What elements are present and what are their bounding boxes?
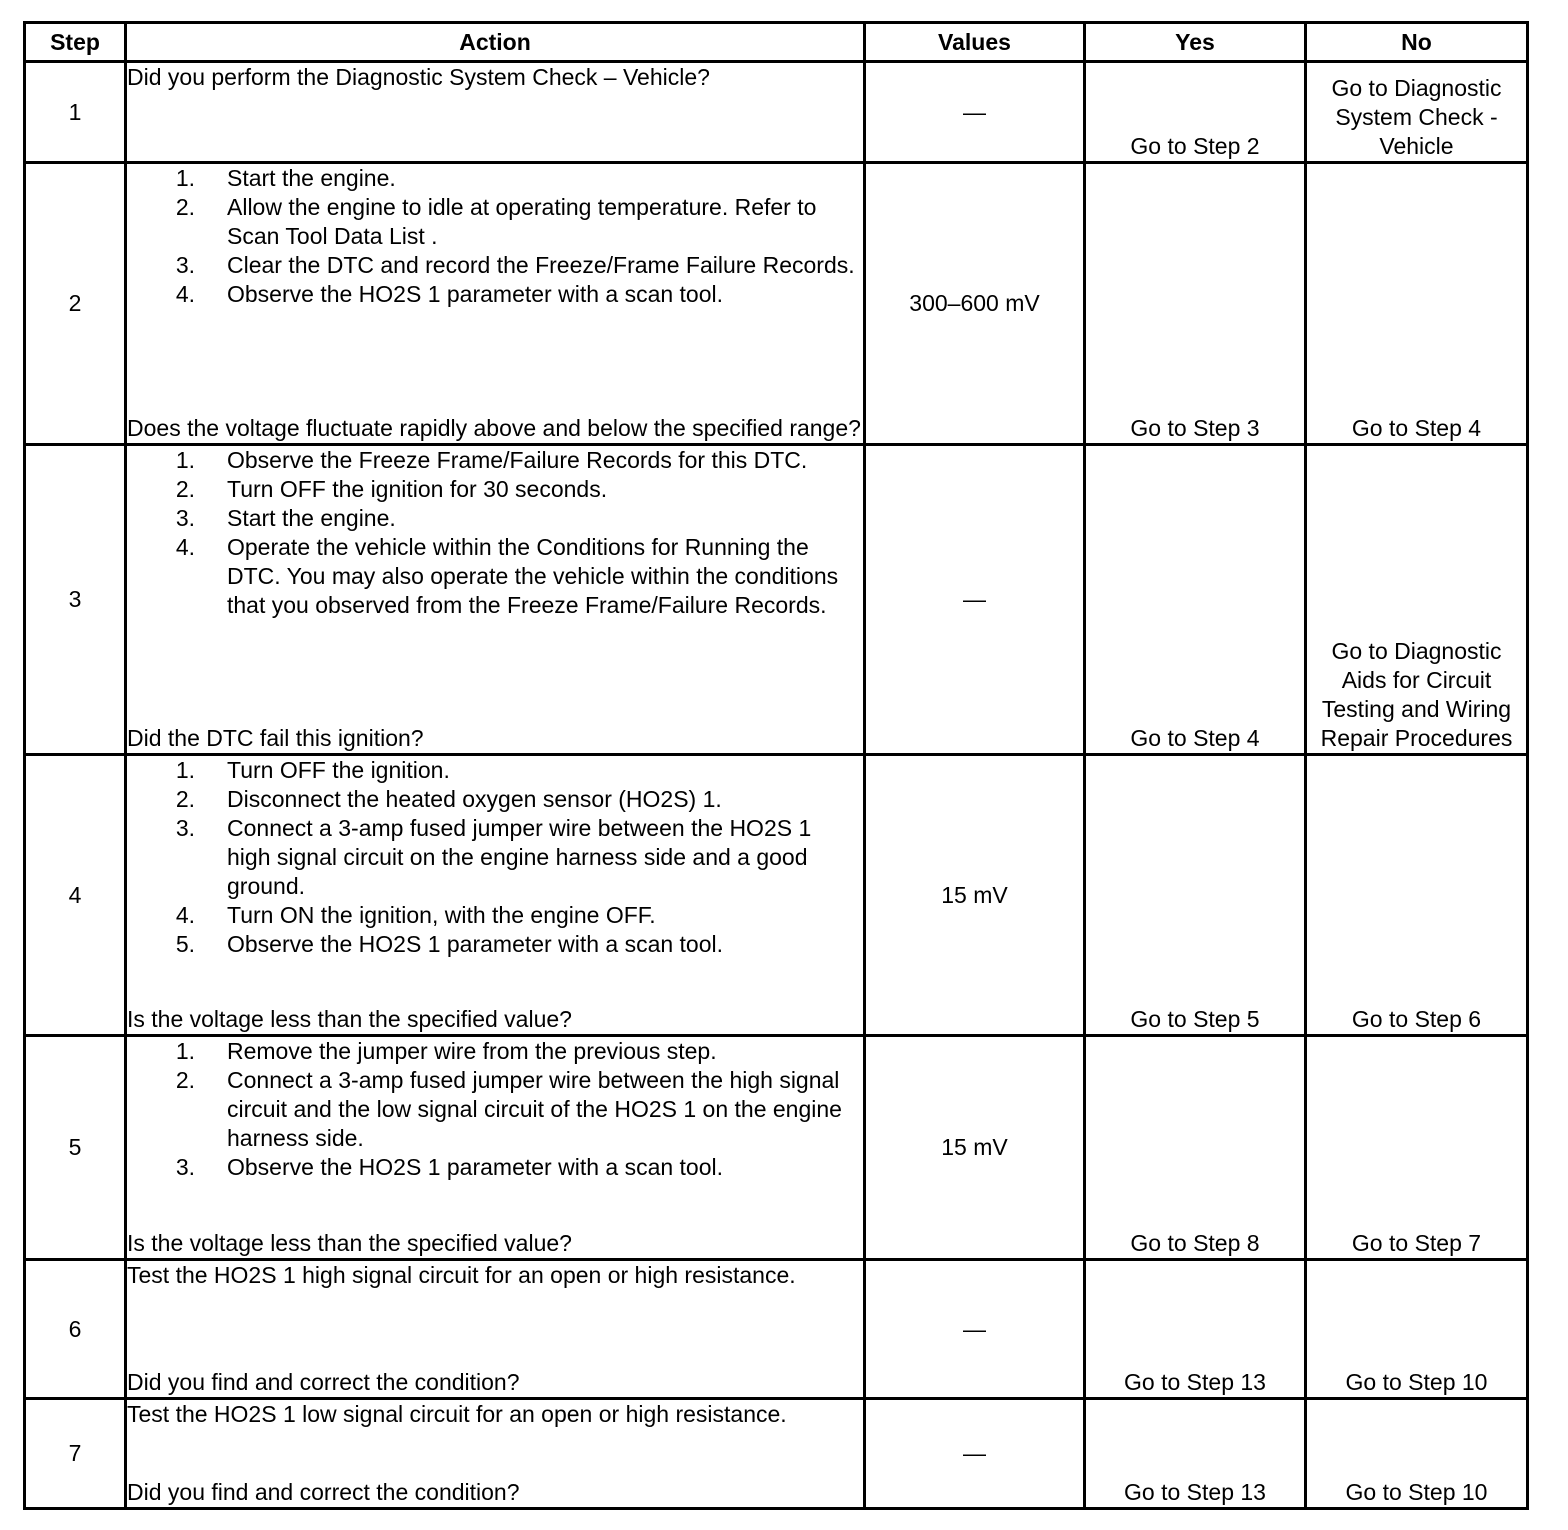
value-cell: — (865, 1399, 1085, 1509)
action-text: Test the HO2S 1 low signal circuit for an open or high resistance. (127, 1401, 787, 1427)
no-cell: Go to Diagnostic Aids for Circuit Testing and Wiring Repair Procedures (1306, 445, 1528, 755)
procedure-list (127, 446, 863, 620)
header-step: Step (25, 23, 126, 62)
header-yes: Yes (1085, 23, 1306, 62)
procedure-list (127, 1037, 863, 1182)
action-cell (126, 1399, 865, 1509)
table-row (25, 1036, 1528, 1260)
value-cell: 15 mV (865, 755, 1085, 1036)
no-cell: Go to Step 7 (1306, 1036, 1528, 1260)
table-row (25, 62, 1528, 163)
no-cell: Go to Step 10 (1306, 1260, 1528, 1399)
question-text: Did you find and correct the condition? (127, 1369, 520, 1395)
procedure-item: 3. Observe the HO2S 1 parameter with a scan tool. (175, 1154, 724, 1180)
value-cell: 300–600 mV (865, 163, 1085, 445)
action-text: Test the HO2S 1 high signal circuit for an open or high resistance. (127, 1262, 796, 1288)
step-number: 5 (25, 1036, 126, 1260)
table-row (25, 1260, 1528, 1399)
procedure-item: 4. Operate the vehicle within the Conditions for Running the DTC. You may also operate the vehicle within the conditions that you observed from the Freeze Frame/Failure Records. (175, 534, 839, 618)
procedure-list (127, 164, 863, 309)
yes-cell: Go to Step 5 (1085, 755, 1306, 1036)
procedure-item: 3. Clear the DTC and record the Freeze/Frame Failure Records. (175, 252, 855, 278)
action-cell (126, 1036, 865, 1260)
action-text: Did you perform the Diagnostic System Check – Vehicle? (127, 64, 710, 90)
action-cell (126, 62, 865, 163)
no-cell: Go to Diagnostic System Check - Vehicle (1306, 62, 1528, 163)
value-cell: — (865, 62, 1085, 163)
procedure-item: 1. Start the engine. (175, 165, 396, 191)
yes-cell: Go to Step 8 (1085, 1036, 1306, 1260)
action-cell (126, 163, 865, 445)
step-number: 2 (25, 163, 126, 445)
procedure-list (127, 756, 863, 959)
procedure-item: 1. Remove the jumper wire from the previous step. (175, 1038, 717, 1064)
procedure-item: 1. Observe the Freeze Frame/Failure Records for this DTC. (175, 447, 808, 473)
yes-cell: Go to Step 3 (1085, 163, 1306, 445)
procedure-item: 5. Observe the HO2S 1 parameter with a scan tool. (175, 931, 724, 957)
no-cell: Go to Step 10 (1306, 1399, 1528, 1509)
header-values: Values (865, 23, 1085, 62)
procedure-item: 2. Allow the engine to idle at operating temperature. Refer to Scan Tool Data List . (175, 194, 817, 249)
table-row (25, 445, 1528, 755)
procedure-item: 1. Turn OFF the ignition. (175, 757, 450, 783)
step-number: 4 (25, 755, 126, 1036)
question-text: Did the DTC fail this ignition? (127, 725, 424, 751)
value-cell: 15 mV (865, 1036, 1085, 1260)
table-row (25, 1399, 1528, 1509)
question-text: Did you find and correct the condition? (127, 1479, 520, 1505)
diagnostic-table (23, 21, 1529, 1510)
no-cell: Go to Step 6 (1306, 755, 1528, 1036)
yes-cell: Go to Step 4 (1085, 445, 1306, 755)
header-no: No (1306, 23, 1528, 62)
procedure-item: 2. Connect a 3-amp fused jumper wire between the high signal circuit and the low signal circuit of the HO2S 1 on the engine harness side. (175, 1067, 842, 1151)
yes-cell: Go to Step 13 (1085, 1399, 1306, 1509)
table-row (25, 163, 1528, 445)
action-cell (126, 1260, 865, 1399)
action-cell (126, 445, 865, 755)
no-cell: Go to Step 4 (1306, 163, 1528, 445)
procedure-item: 2. Turn OFF the ignition for 30 seconds. (175, 476, 608, 502)
procedure-item: 2. Disconnect the heated oxygen sensor (HO2S) 1. (175, 786, 722, 812)
procedure-item: 3. Start the engine. (175, 505, 396, 531)
step-number: 1 (25, 62, 126, 163)
procedure-item: 4. Turn ON the ignition, with the engine OFF. (175, 902, 656, 928)
procedure-item: 3. Connect a 3-amp fused jumper wire between the HO2S 1 high signal circuit on the engine harness side and a good ground. (175, 815, 812, 899)
question-text: Is the voltage less than the specified value? (127, 1006, 572, 1032)
step-number: 6 (25, 1260, 126, 1399)
action-cell (126, 755, 865, 1036)
value-cell: — (865, 445, 1085, 755)
procedure-item: 4. Observe the HO2S 1 parameter with a scan tool. (175, 281, 724, 307)
step-number: 3 (25, 445, 126, 755)
value-cell: — (865, 1260, 1085, 1399)
header-action: Action (126, 23, 865, 62)
yes-cell: Go to Step 2 (1085, 62, 1306, 163)
question-text: Is the voltage less than the specified value? (127, 1230, 572, 1256)
step-number: 7 (25, 1399, 126, 1509)
yes-cell: Go to Step 13 (1085, 1260, 1306, 1399)
question-text: Does the voltage fluctuate rapidly above and below the specified range? (127, 415, 861, 441)
table-row (25, 755, 1528, 1036)
header-row (25, 23, 1528, 62)
